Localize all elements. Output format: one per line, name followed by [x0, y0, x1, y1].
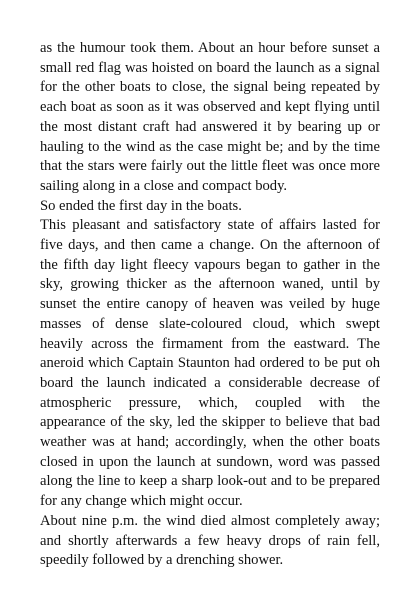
paragraph-continued: as the humour took them. About an hour before sunset a small red flag was hoisted on board the launch as a signal for the other boats to close, the signal being repeated by each boat as soon as it was observed and kept flying until the most distant craft had answered it by bearing up or hauling to the wind as the case might be; and by the time that the stars were fairly out the little fleet was once more sailing along in a close and compact body.: [40, 40, 380, 194]
paragraph-first-day: So ended the first day in the boats.: [40, 197, 242, 214]
paragraph-change: This pleasant and satisfactory state of affairs lasted for five days, and then came a change. On the afternoon of the fifth day light fleecy vapours began to gather in the sky, growing thicker as the afternoon waned, until by sunset the entire canopy of heaven was veiled by huge masses of dense slate-coloured cloud, which swept heavily across the firmament from the eastward. The aneroid which Captain Staunton had ordered to be put oh board the launch indicated a considerable decrease of atmospheric pressure, which, coupled with the appearance of the sky, led the skipper to believe that bad weather was at hand; accordingly, when the other boats closed in upon the launch at sundown, word was passed along the line to keep a sharp look-out and to be prepared for any change which might occur.: [40, 217, 380, 510]
page-text: [40, 39, 380, 571]
paragraph-nine-pm: About nine p.m. the wind died almost completely away; and shortly afterwards a few heavy drops of rain fell, speedily followed by a drenching shower.: [40, 512, 380, 569]
